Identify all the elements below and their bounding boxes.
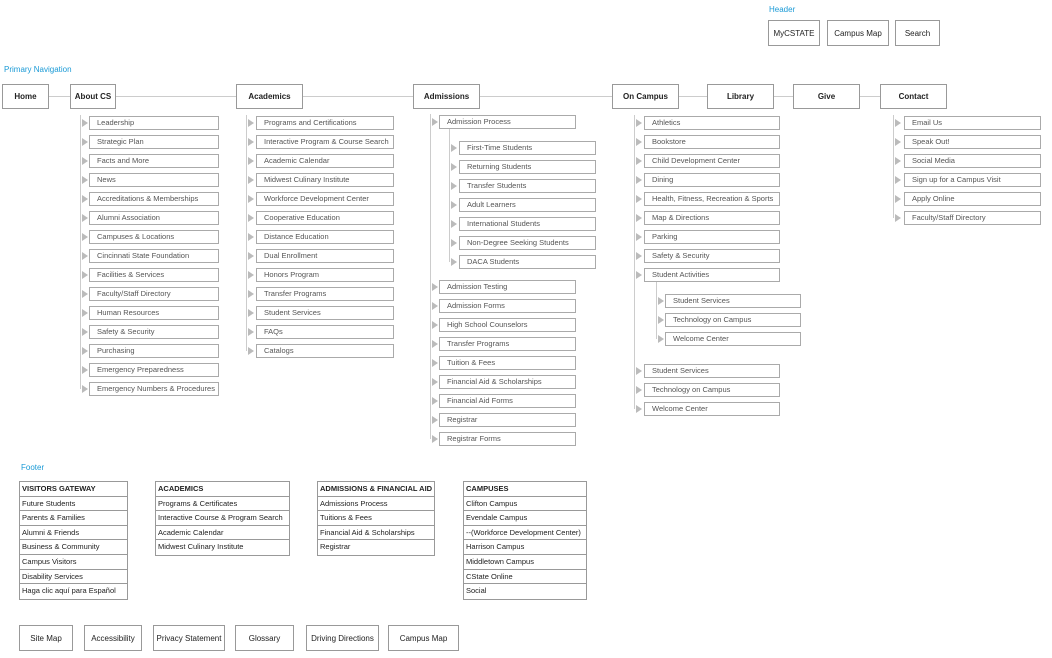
footer-link-social[interactable]: Social (466, 586, 487, 596)
academics-item-cooperative-education[interactable]: Cooperative Education (256, 211, 394, 225)
mycstate-button[interactable]: MyCSTATE (768, 20, 820, 46)
footer-column-heading: VISITORS GATEWAY (20, 482, 127, 497)
admissions-item-financial-aid-forms[interactable]: Financial Aid Forms (439, 394, 576, 408)
arrow-icon (432, 321, 438, 329)
academics-item-workforce-development-center[interactable]: Workforce Development Center (256, 192, 394, 206)
admission-process-item-international-students[interactable]: International Students (459, 217, 596, 231)
footer-column-academics (155, 481, 290, 556)
arrow-icon (248, 233, 254, 241)
arrow-icon (895, 157, 901, 165)
on-campus-item-safety-security[interactable]: Safety & Security (644, 249, 780, 263)
footer-link-cstate-online[interactable]: CState Online (464, 570, 586, 585)
about-item-purchasing[interactable]: Purchasing (89, 344, 219, 358)
on-campus-item-student-services[interactable]: Student Services (644, 364, 780, 378)
about-item-facts-and-more[interactable]: Facts and More (89, 154, 219, 168)
arrow-icon (432, 118, 438, 126)
admission-process-item-returning-students[interactable]: Returning Students (459, 160, 596, 174)
arrow-icon (895, 214, 901, 222)
arrow-icon (82, 138, 88, 146)
footer-column-campuses (463, 481, 587, 600)
nav-about[interactable]: About CS (70, 84, 116, 109)
arrow-icon (432, 359, 438, 367)
primary-navigation-label: Primary Navigation (4, 65, 72, 74)
on-campus-item-health-fitness-recreation-sports[interactable]: Health, Fitness, Recreation & Sports (644, 192, 780, 206)
about-item-campuses-locations[interactable]: Campuses & Locations (89, 230, 219, 244)
footer-glossary-button[interactable]: Glossary (235, 625, 294, 651)
arrow-icon (432, 435, 438, 443)
footer-link-clifton-campus[interactable]: Clifton Campus (464, 497, 586, 512)
arrow-icon (658, 335, 664, 343)
arrow-icon (636, 367, 642, 375)
footer-link-workforce-development-center[interactable]: --(Workforce Development Center) (464, 526, 586, 541)
on-campus-item-child-development-center[interactable]: Child Development Center (644, 154, 780, 168)
on-campus-item-welcome-center[interactable]: Welcome Center (644, 402, 780, 416)
contact-item-apply-online[interactable]: Apply Online (904, 192, 1041, 206)
admissions-item-admission-process[interactable]: Admission Process (439, 115, 576, 129)
footer-link-financial-aid-scholarships[interactable]: Financial Aid & Scholarships (318, 526, 434, 541)
footer-link-alumni-friends[interactable]: Alumni & Friends (20, 526, 127, 541)
admissions-item-admission-forms[interactable]: Admission Forms (439, 299, 576, 313)
footer-column-heading: ADMISSIONS & FINANCIAL AID (318, 482, 434, 497)
nav-give[interactable]: Give (793, 84, 860, 109)
arrow-icon (432, 283, 438, 291)
arrow-icon (248, 309, 254, 317)
student-activities-item-technology-on-campus[interactable]: Technology on Campus (665, 313, 801, 327)
arrow-icon (82, 214, 88, 222)
arrow-icon (636, 176, 642, 184)
arrow-icon (432, 416, 438, 424)
arrow-icon (82, 176, 88, 184)
contact-item-faculty-staff-directory[interactable]: Faculty/Staff Directory (904, 211, 1041, 225)
footer-driving-directions-button[interactable]: Driving Directions (306, 625, 379, 651)
academics-item-academic-calendar[interactable]: Academic Calendar (256, 154, 394, 168)
footer-link-academic-calendar[interactable]: Academic Calendar (156, 526, 289, 541)
arrow-icon (636, 157, 642, 165)
arrow-icon (895, 119, 901, 127)
arrow-icon (82, 385, 88, 393)
arrow-icon (432, 378, 438, 386)
footer-accessibility-button[interactable]: Accessibility (84, 625, 142, 651)
arrow-icon (82, 309, 88, 317)
contact-item-speak-out[interactable]: Speak Out! (904, 135, 1041, 149)
arrow-icon (248, 347, 254, 355)
student-activities-item-welcome-center[interactable]: Welcome Center (665, 332, 801, 346)
academics-item-midwest-culinary-institute[interactable]: Midwest Culinary Institute (256, 173, 394, 187)
arrow-icon (82, 271, 88, 279)
arrow-icon (248, 328, 254, 336)
nav-home[interactable]: Home (2, 84, 49, 109)
arrow-icon (451, 182, 457, 190)
admission-process-item-daca-students[interactable]: DACA Students (459, 255, 596, 269)
about-item-facilities-services[interactable]: Facilities & Services (89, 268, 219, 282)
footer-link-programs-certificates[interactable]: Programs & Certificates (156, 497, 289, 512)
footer-link-midwest-culinary-institute[interactable]: Midwest Culinary Institute (158, 542, 244, 552)
arrow-icon (432, 397, 438, 405)
about-item-accreditations-memberships[interactable]: Accreditations & Memberships (89, 192, 219, 206)
footer-privacy-statement-button[interactable]: Privacy Statement (153, 625, 225, 651)
student-activities-connector (656, 282, 657, 339)
arrow-icon (636, 386, 642, 394)
about-item-cincinnati-state-foundation[interactable]: Cincinnati State Foundation (89, 249, 219, 263)
contact-connector (893, 115, 894, 218)
footer-link-haga-clic-aqu-para-espa-ol[interactable]: Haga clic aquí para Español (22, 586, 116, 596)
arrow-icon (82, 347, 88, 355)
footer-link-business-community[interactable]: Business & Community (20, 540, 127, 555)
arrow-icon (636, 119, 642, 127)
academics-item-faqs[interactable]: FAQs (256, 325, 394, 339)
footer-column-visitors-gateway (19, 481, 128, 600)
on-campus-item-parking[interactable]: Parking (644, 230, 780, 244)
on-campus-item-bookstore[interactable]: Bookstore (644, 135, 780, 149)
arrow-icon (248, 119, 254, 127)
arrow-icon (248, 176, 254, 184)
footer-label: Footer (21, 463, 45, 472)
contact-item-social-media[interactable]: Social Media (904, 154, 1041, 168)
admission-process-item-non-degree-seeking-students[interactable]: Non-Degree Seeking Students (459, 236, 596, 250)
arrow-icon (248, 252, 254, 260)
arrow-icon (451, 239, 457, 247)
arrow-icon (248, 195, 254, 203)
nav-academics[interactable]: Academics (236, 84, 303, 109)
arrow-icon (636, 138, 642, 146)
footer-link-registrar[interactable]: Registrar (320, 542, 351, 552)
about-item-news[interactable]: News (89, 173, 219, 187)
arrow-icon (82, 328, 88, 336)
nav-library[interactable]: Library (707, 84, 774, 109)
arrow-icon (432, 340, 438, 348)
academics-item-catalogs[interactable]: Catalogs (256, 344, 394, 358)
admission-process-item-first-time-students[interactable]: First-Time Students (459, 141, 596, 155)
about-item-emergency-numbers-procedures[interactable]: Emergency Numbers & Procedures (89, 382, 219, 396)
arrow-icon (82, 366, 88, 374)
on-campus-item-technology-on-campus[interactable]: Technology on Campus (644, 383, 780, 397)
arrow-icon (82, 233, 88, 241)
arrow-icon (248, 138, 254, 146)
header-label: Header (769, 5, 796, 14)
on-campus-item-athletics[interactable]: Athletics (644, 116, 780, 130)
arrow-icon (636, 233, 642, 241)
arrow-icon (248, 271, 254, 279)
academics-item-honors-program[interactable]: Honors Program (256, 268, 394, 282)
nav-admissions[interactable]: Admissions (413, 84, 480, 109)
academics-item-transfer-programs[interactable]: Transfer Programs (256, 287, 394, 301)
nav-on-campus[interactable]: On Campus (612, 84, 679, 109)
on-campus-item-student-activities[interactable]: Student Activities (644, 268, 780, 282)
about-item-strategic-plan[interactable]: Strategic Plan (89, 135, 219, 149)
footer-link-future-students[interactable]: Future Students (20, 497, 127, 512)
footer-link-harrison-campus[interactable]: Harrison Campus (464, 540, 586, 555)
arrow-icon (82, 157, 88, 165)
about-item-alumni-association[interactable]: Alumni Association (89, 211, 219, 225)
footer-column-heading: CAMPUSES (464, 482, 586, 497)
admissions-item-transfer-programs[interactable]: Transfer Programs (439, 337, 576, 351)
arrow-icon (658, 316, 664, 324)
academics-item-distance-education[interactable]: Distance Education (256, 230, 394, 244)
footer-link-parents-families[interactable]: Parents & Families (20, 511, 127, 526)
arrow-icon (451, 258, 457, 266)
about-item-emergency-preparedness[interactable]: Emergency Preparedness (89, 363, 219, 377)
admissions-item-high-school-counselors[interactable]: High School Counselors (439, 318, 576, 332)
on-campus-connector (634, 115, 635, 409)
footer-site-map-button[interactable]: Site Map (19, 625, 73, 651)
footer-link-disability-services[interactable]: Disability Services (20, 570, 127, 585)
footer-link-campus-visitors[interactable]: Campus Visitors (20, 555, 127, 570)
about-item-human-resources[interactable]: Human Resources (89, 306, 219, 320)
arrow-icon (636, 214, 642, 222)
arrow-icon (895, 138, 901, 146)
admissions-item-registrar-forms[interactable]: Registrar Forms (439, 432, 576, 446)
on-campus-item-map-directions[interactable]: Map & Directions (644, 211, 780, 225)
admissions-item-admission-testing[interactable]: Admission Testing (439, 280, 576, 294)
arrow-icon (82, 119, 88, 127)
footer-campus-map-button[interactable]: Campus Map (388, 625, 459, 651)
academics-item-programs-and-certifications[interactable]: Programs and Certifications (256, 116, 394, 130)
admission-process-item-adult-learners[interactable]: Adult Learners (459, 198, 596, 212)
footer-link-admissions-process[interactable]: Admissions Process (318, 497, 434, 512)
arrow-icon (451, 201, 457, 209)
on-campus-item-dining[interactable]: Dining (644, 173, 780, 187)
admission-process-item-transfer-students[interactable]: Transfer Students (459, 179, 596, 193)
arrow-icon (248, 290, 254, 298)
arrow-icon (82, 195, 88, 203)
arrow-icon (248, 157, 254, 165)
arrow-icon (82, 252, 88, 260)
arrow-icon (636, 195, 642, 203)
admissions-connector (430, 114, 431, 439)
about-item-leadership[interactable]: Leadership (89, 116, 219, 130)
arrow-icon (636, 252, 642, 260)
about-connector (80, 115, 81, 389)
arrow-icon (895, 176, 901, 184)
contact-item-email-us[interactable]: Email Us (904, 116, 1041, 130)
arrow-icon (451, 163, 457, 171)
arrow-icon (451, 144, 457, 152)
academics-item-dual-enrollment[interactable]: Dual Enrollment (256, 249, 394, 263)
admissions-item-tuition-fees[interactable]: Tuition & Fees (439, 356, 576, 370)
admissions-item-registrar[interactable]: Registrar (439, 413, 576, 427)
arrow-icon (895, 195, 901, 203)
arrow-icon (432, 302, 438, 310)
about-item-faculty-staff-directory[interactable]: Faculty/Staff Directory (89, 287, 219, 301)
campus-map-button[interactable]: Campus Map (827, 20, 889, 46)
arrow-icon (451, 220, 457, 228)
footer-column-heading: ACADEMICS (156, 482, 289, 497)
footer-link-evendale-campus[interactable]: Evendale Campus (464, 511, 586, 526)
nav-contact[interactable]: Contact (880, 84, 947, 109)
admissions-item-financial-aid-scholarships[interactable]: Financial Aid & Scholarships (439, 375, 576, 389)
about-item-safety-security[interactable]: Safety & Security (89, 325, 219, 339)
arrow-icon (658, 297, 664, 305)
arrow-icon (636, 405, 642, 413)
footer-link-interactive-course-program-search[interactable]: Interactive Course & Program Search (156, 511, 289, 526)
footer-link-tuitions-fees[interactable]: Tuitions & Fees (318, 511, 434, 526)
contact-item-sign-up-for-a-campus-visit[interactable]: Sign up for a Campus Visit (904, 173, 1041, 187)
search-button[interactable]: Search (895, 20, 940, 46)
academics-connector (246, 115, 247, 351)
arrow-icon (636, 271, 642, 279)
arrow-icon (248, 214, 254, 222)
arrow-icon (82, 290, 88, 298)
footer-column-admissions-financial-aid (317, 481, 435, 556)
academics-item-student-services[interactable]: Student Services (256, 306, 394, 320)
academics-item-interactive-program-course-search[interactable]: Interactive Program & Course Search (256, 135, 394, 149)
admission-process-connector (449, 129, 450, 262)
student-activities-item-student-services[interactable]: Student Services (665, 294, 801, 308)
footer-link-middletown-campus[interactable]: Middletown Campus (464, 555, 586, 570)
